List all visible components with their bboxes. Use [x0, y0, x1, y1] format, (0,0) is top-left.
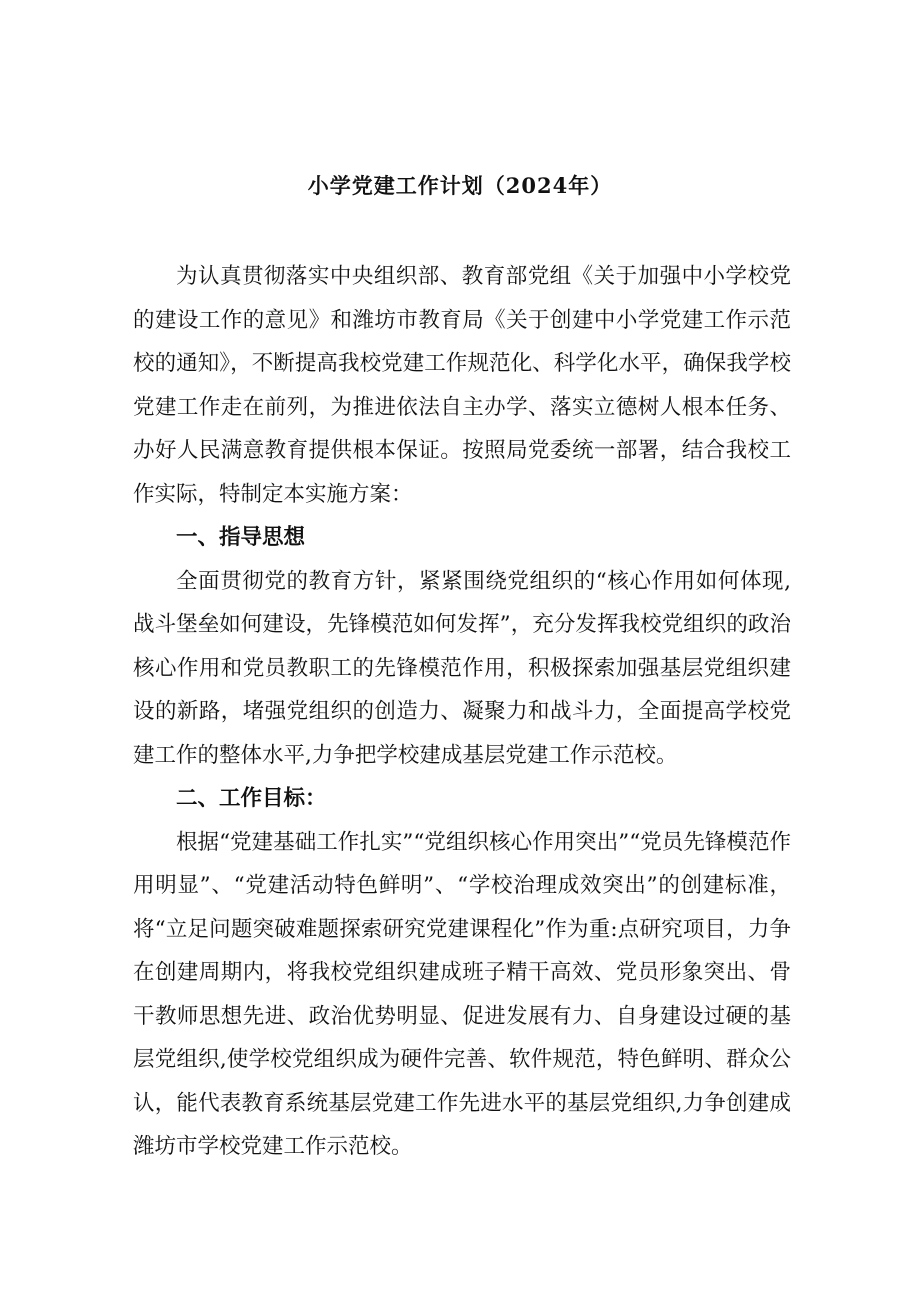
section-body-work-goals: 根据“党建基础工作扎实”“党组织核心作用突出”“党员先锋模范作用明显”、“党建活动特色鲜明”、“学校治理成效突出”的创建标准，将“立足问题突破难题探索研究党建课程化”作为重:点研究项目，力争在创建周期内，将我校党组织建成班子精干高效、党员形象突出、骨干教师思想先进、政治优势明显、促进发展有力、自身建设过硬的基层党组织,使学校党组织成为硬件完善、软件规范，特色鲜明、群众公认，能代表教育系统基层党建工作先进水平的基层党组织,力争创建成潍坊市学校党建工作示范校。: [133, 829, 791, 1159]
intro-paragraph: 为认真贯彻落实中央组织部、教育部党组《关于加强中小学校党的建设工作的意见》和潍坊市教育局《关于创建中小学党建工作示范校的通知》，不断提高我校党建工作规范化、科学化水平，确保我学校党建工作走在前列，为推进依法自主办学、落实立德树人根本任务、办好人民满意教育提供根本保证。按照局党委统一部署，结合我校工作实际，特制定本实施方案：: [133, 264, 791, 507]
section-heading-guiding-ideology: 一、指导思想: [176, 525, 306, 550]
section-body-guiding-ideology: 全面贯彻党的教育方针，紧紧围绕党组织的“核心作用如何体现,战斗堡垒如何建设，先锋模范如何发挥”，充分发挥我校党组织的政治核心作用和党员教职工的先锋模范作用，积极探索加强基层党组织建设的新路，堵强党组织的创造力、凝聚力和战斗力，全面提高学校党建工作的整体水平,力争把学校建成基层党建工作示范校。: [133, 568, 791, 768]
document-title: 小学党建工作计划（2024年）: [307, 173, 613, 198]
document-body: [133, 255, 791, 1169]
section-heading-work-goals: 二、工作目标：: [176, 786, 327, 811]
